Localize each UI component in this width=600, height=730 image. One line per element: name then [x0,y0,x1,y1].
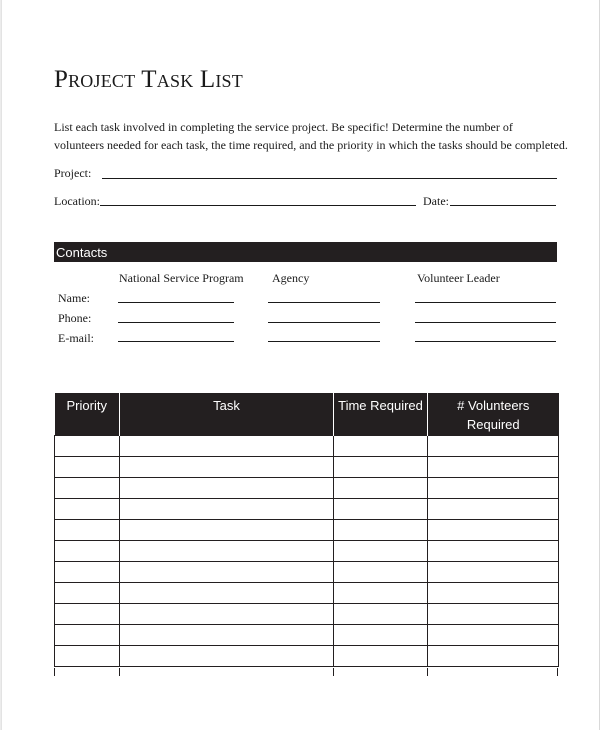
volunteers-cell[interactable] [428,604,559,625]
phone-field-program[interactable] [118,322,234,323]
task-table [54,393,559,667]
task-row [55,457,559,478]
email-field-program[interactable] [118,341,234,342]
task-column-header: Task [120,393,334,436]
instructions [54,118,568,154]
task-cell[interactable] [120,625,334,646]
priority-cell[interactable] [55,562,120,583]
instructions-line-1: List each task involved in completing the service project. Be specific! Determine the number of [54,120,513,134]
time-required-cell[interactable] [334,604,428,625]
task-row [55,583,559,604]
task-cell[interactable] [120,499,334,520]
task-table-header [55,393,559,436]
volunteers-cell[interactable] [428,541,559,562]
time-required-cell[interactable] [334,625,428,646]
time-required-cell[interactable] [334,646,428,667]
date-label: Date: [423,194,449,208]
task-row [55,520,559,541]
contacts-column-volunteer-leader: Volunteer Leader [417,271,500,285]
volunteers-cell[interactable] [428,520,559,541]
task-row [55,541,559,562]
volunteers-cell[interactable] [428,478,559,499]
task-row [55,604,559,625]
priority-cell[interactable] [55,499,120,520]
priority-cell[interactable] [55,583,120,604]
task-cell[interactable] [120,457,334,478]
task-cell[interactable] [120,562,334,583]
task-cell[interactable] [120,646,334,667]
task-cell[interactable] [120,520,334,541]
contacts-header: Contacts [54,242,557,262]
time-required-cell[interactable] [334,436,428,457]
time-required-cell[interactable] [334,583,428,604]
priority-cell[interactable] [55,436,120,457]
email-field-agency[interactable] [268,341,380,342]
project-label: Project: [54,166,92,180]
volunteers-cell[interactable] [428,562,559,583]
time-required-cell[interactable] [334,520,428,541]
time-required-cell[interactable] [334,457,428,478]
instructions-line-2: volunteers needed for each task, the time required, and the priority in which the tasks should be completed. [54,138,568,152]
volunteers-required-column-header: # Volunteers Required [428,393,559,436]
project-field[interactable] [102,178,557,179]
task-cell[interactable] [120,541,334,562]
task-row [55,625,559,646]
contacts-column-agency: Agency [272,271,310,285]
task-row [55,499,559,520]
priority-cell[interactable] [55,541,120,562]
location-label: Location: [54,194,100,208]
task-table-continuation [54,668,558,676]
volunteers-cell[interactable] [428,583,559,604]
task-cell[interactable] [120,604,334,625]
time-required-cell[interactable] [334,541,428,562]
priority-cell[interactable] [55,478,120,499]
name-field-agency[interactable] [268,302,380,303]
priority-cell[interactable] [55,646,120,667]
time-required-cell[interactable] [334,478,428,499]
task-cell[interactable] [120,478,334,499]
location-field[interactable] [100,205,416,206]
volunteers-cell[interactable] [428,646,559,667]
volunteers-cell[interactable] [428,499,559,520]
contacts-row-email-label: E-mail: [58,331,94,345]
time-required-cell[interactable] [334,562,428,583]
name-field-program[interactable] [118,302,234,303]
priority-cell[interactable] [55,604,120,625]
priority-cell[interactable] [55,625,120,646]
name-field-leader[interactable] [415,302,556,303]
time-required-column-header: Time Required [334,393,428,436]
task-row [55,478,559,499]
date-field[interactable] [450,205,556,206]
document-page [1,0,600,730]
phone-field-leader[interactable] [415,322,556,323]
task-row [55,436,559,457]
task-cell[interactable] [120,436,334,457]
time-required-cell[interactable] [334,499,428,520]
email-field-leader[interactable] [415,341,556,342]
task-row [55,562,559,583]
task-cell[interactable] [120,583,334,604]
priority-column-header: Priority [55,393,120,436]
volunteers-cell[interactable] [428,436,559,457]
contacts-row-phone-label: Phone: [58,311,92,325]
volunteers-cell[interactable] [428,457,559,478]
task-row [55,646,559,667]
priority-cell[interactable] [55,457,120,478]
contacts-row-name-label: Name: [58,291,90,305]
page-title: Project Task List [54,66,243,93]
priority-cell[interactable] [55,520,120,541]
contacts-column-national-service-program: National Service Program [119,271,244,285]
volunteers-cell[interactable] [428,625,559,646]
phone-field-agency[interactable] [268,322,380,323]
